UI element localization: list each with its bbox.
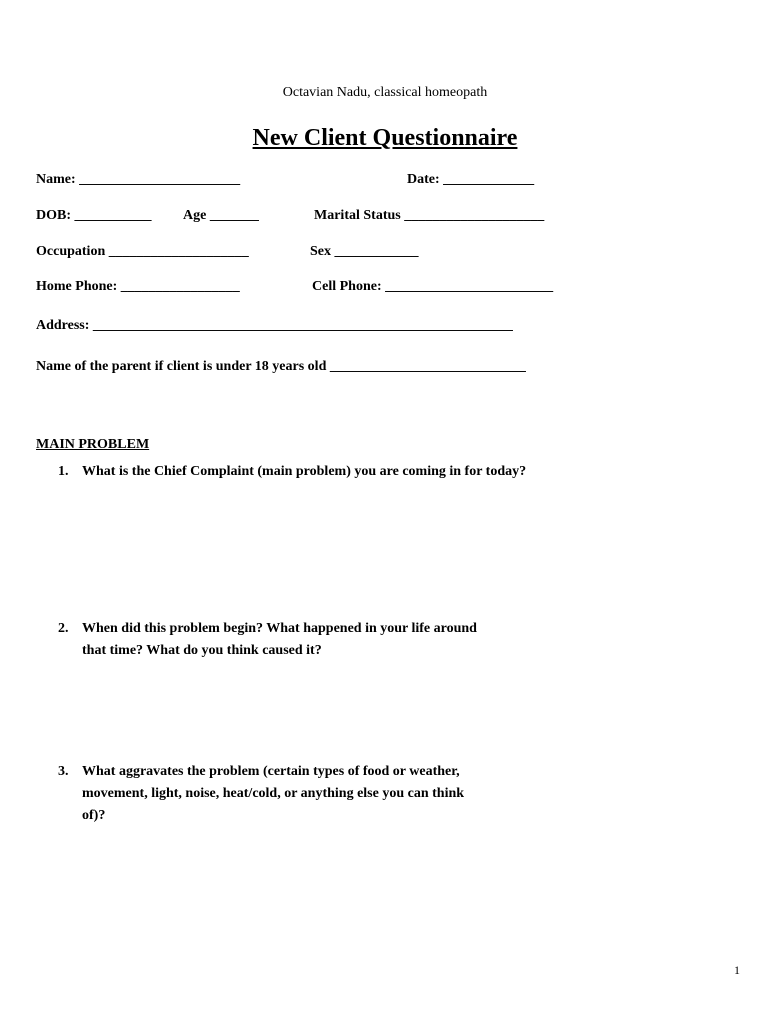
section-heading-main-problem: MAIN PROBLEM <box>36 437 150 452</box>
practitioner-subtitle: Octavian Nadu, classical homeopath <box>282 85 488 100</box>
name-field[interactable]: Name: _______________________ <box>36 172 241 187</box>
question-text: What aggravates the problem (certain types of food or weather, movement, light, noise, heat/cold, or anything else you can think of)? <box>82 764 465 823</box>
cell-phone-field[interactable]: Cell Phone: ________________________ <box>312 279 554 294</box>
home-phone-field[interactable]: Home Phone: _________________ <box>36 279 240 294</box>
question-number: 3. <box>58 764 69 779</box>
question-2 <box>58 618 658 666</box>
question-3 <box>58 761 658 831</box>
question-text: What is the Chief Complaint (main problem) you are coming in for today? <box>82 464 527 479</box>
marital-status-field[interactable]: Marital Status ____________________ <box>314 208 545 223</box>
occupation-field[interactable]: Occupation ____________________ <box>36 244 249 259</box>
parent-name-field[interactable]: Name of the parent if client is under 18 years old ____________________________ <box>36 359 526 374</box>
age-field[interactable]: Age _______ <box>183 208 259 223</box>
address-field[interactable]: Address: ____________________________________________________________ <box>36 318 513 333</box>
question-number: 2. <box>58 621 69 636</box>
question-1 <box>58 461 658 485</box>
sex-field[interactable]: Sex ____________ <box>310 244 419 259</box>
date-field[interactable]: Date: _____________ <box>407 172 535 187</box>
dob-field[interactable]: DOB: ___________ <box>36 208 152 223</box>
question-number: 1. <box>58 464 69 479</box>
page-number: 1 <box>734 963 740 977</box>
question-text: When did this problem begin? What happened in your life around that time? What do you think caused it? <box>82 621 477 658</box>
page-title: New Client Questionnaire <box>252 125 518 151</box>
